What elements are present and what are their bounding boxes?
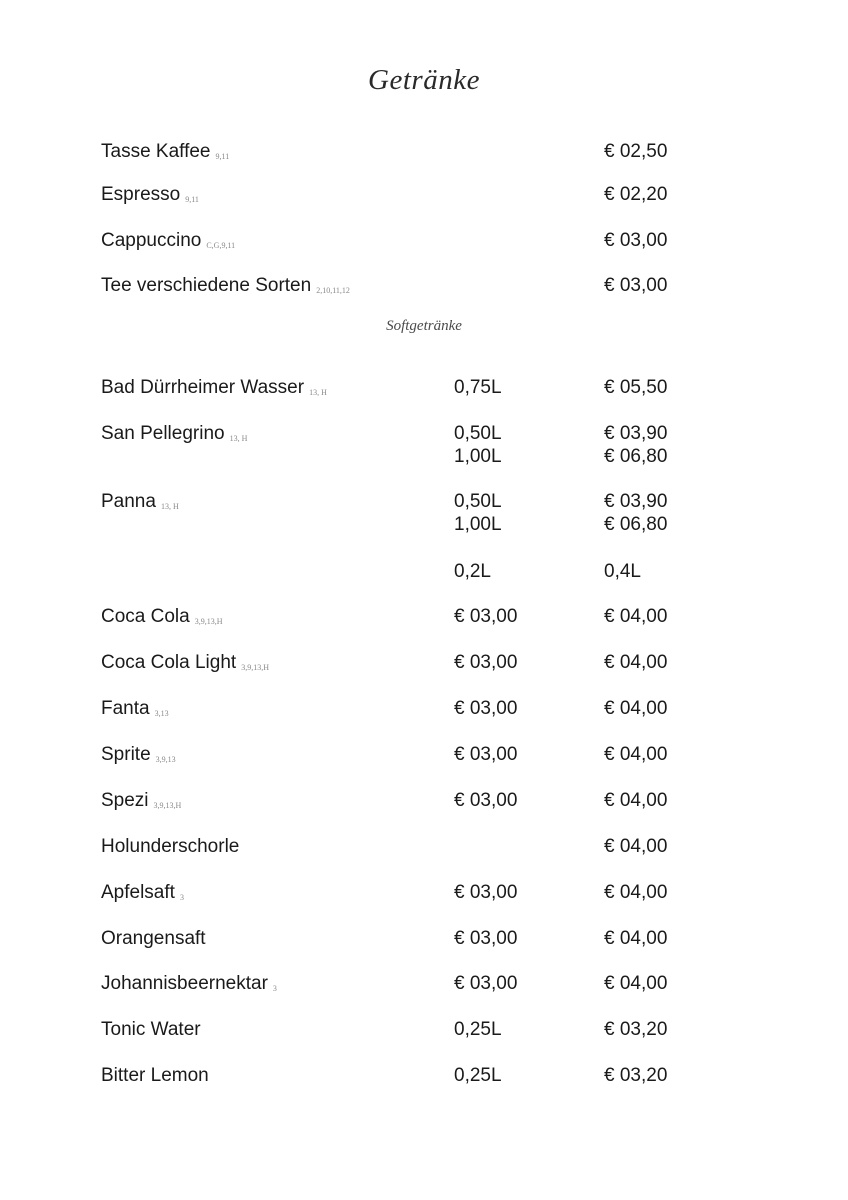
item-name: Johannisbeernektar $_3$ bbox=[101, 973, 277, 994]
item-name: Tee verschiedene Sorten $_{2,10,11,12}$ bbox=[101, 275, 350, 296]
menu-item bbox=[0, 882, 848, 906]
menu-item bbox=[0, 606, 848, 630]
allergen-codes: 13, H bbox=[160, 502, 179, 511]
item-price-large: € 04,00 bbox=[604, 973, 668, 994]
allergen-codes: 3 bbox=[272, 984, 277, 993]
menu-item bbox=[0, 790, 848, 814]
item-volume: 0,75L bbox=[454, 377, 502, 398]
size-small: 0,2L bbox=[454, 561, 491, 582]
allergen-codes: 3,13 bbox=[154, 709, 169, 718]
item-name: Spezi $_{3,9,13,H}$ bbox=[101, 790, 182, 811]
allergen-codes: 3,9,13,H bbox=[194, 617, 223, 626]
item-price: € 03,90 bbox=[604, 423, 668, 444]
item-name: Espresso $_{9,11}$ bbox=[101, 184, 199, 205]
item-name: Orangensaft bbox=[101, 928, 206, 949]
menu-item bbox=[0, 491, 848, 535]
allergen-codes: 3 bbox=[179, 893, 184, 902]
item-price: € 06,80 bbox=[604, 514, 668, 535]
allergen-codes: C,G,9,11 bbox=[206, 241, 236, 250]
item-volume: 0,50L bbox=[454, 423, 502, 444]
menu-item bbox=[0, 744, 848, 768]
item-price-small: € 03,00 bbox=[454, 790, 518, 811]
item-name: Tonic Water bbox=[101, 1019, 201, 1040]
page-title: Getränke bbox=[368, 64, 480, 96]
section-title: Softgetränke bbox=[386, 318, 462, 334]
allergen-codes: 9,11 bbox=[185, 195, 199, 204]
allergen-codes: 3,9,13 bbox=[155, 755, 176, 764]
item-price-small: € 03,00 bbox=[454, 698, 518, 719]
allergen-codes: 3,9,13,H bbox=[241, 663, 269, 672]
item-price-small: € 03,00 bbox=[454, 606, 518, 627]
item-name: San Pellegrino $_{13, H}$ bbox=[101, 423, 248, 444]
menu-item bbox=[0, 275, 848, 299]
menu-item bbox=[0, 698, 848, 722]
menu-item bbox=[0, 377, 848, 401]
menu-item bbox=[0, 652, 848, 676]
item-price: € 03,00 bbox=[604, 275, 668, 296]
item-price-small: € 03,00 bbox=[454, 652, 518, 673]
item-name: Holunderschorle bbox=[101, 836, 240, 857]
allergen-codes: 2,10,11,12 bbox=[316, 286, 350, 295]
allergen-codes: 13, H bbox=[229, 434, 248, 443]
item-price: € 03,00 bbox=[604, 230, 668, 251]
item-price-small: € 03,00 bbox=[454, 973, 518, 994]
item-price-large: € 04,00 bbox=[604, 836, 668, 857]
menu-item bbox=[0, 973, 848, 997]
item-name: Sprite $_{3,9,13}$ bbox=[101, 744, 176, 765]
allergen-codes: 9,11 bbox=[215, 152, 230, 161]
menu-item bbox=[0, 141, 848, 165]
item-volume: 1,00L bbox=[454, 514, 502, 535]
item-volume: 0,25L bbox=[454, 1019, 502, 1040]
item-price-large: € 04,00 bbox=[604, 652, 668, 673]
item-price: € 02,20 bbox=[604, 184, 668, 205]
item-price-large: € 04,00 bbox=[604, 882, 668, 903]
item-name: Fanta $_{3,13}$ bbox=[101, 698, 169, 719]
menu-item bbox=[0, 230, 848, 254]
item-price-large: € 04,00 bbox=[604, 744, 668, 765]
item-price-large: € 04,00 bbox=[604, 698, 668, 719]
size-large: 0,4L bbox=[604, 561, 641, 582]
item-name: Coca Cola Light $_{3,9,13,H}$ bbox=[101, 652, 269, 673]
item-volume: 0,50L bbox=[454, 491, 502, 512]
item-price: € 02,50 bbox=[604, 141, 668, 162]
allergen-codes: 13, H bbox=[309, 388, 327, 397]
size-header bbox=[0, 561, 848, 585]
item-price-small: € 03,00 bbox=[454, 882, 518, 903]
item-name: Coca Cola $_{3,9,13,H}$ bbox=[101, 606, 223, 627]
item-name: Tasse Kaffee $_{9,11}$ bbox=[101, 141, 230, 162]
menu-item bbox=[0, 928, 848, 952]
menu-item bbox=[0, 423, 848, 467]
item-price: € 03,20 bbox=[604, 1019, 668, 1040]
item-price: € 05,50 bbox=[604, 377, 668, 398]
item-volume: 1,00L bbox=[454, 446, 502, 467]
menu-item bbox=[0, 836, 848, 860]
item-name: Apfelsaft $_3$ bbox=[101, 882, 184, 903]
item-name: Bitter Lemon bbox=[101, 1065, 209, 1086]
item-name: Bad Dürrheimer Wasser $_{13, H}$ bbox=[101, 377, 327, 398]
item-price: € 03,90 bbox=[604, 491, 668, 512]
item-name: Cappuccino $_{C,G,9,11}$ bbox=[101, 230, 236, 251]
item-price: € 03,20 bbox=[604, 1065, 668, 1086]
item-price-small: € 03,00 bbox=[454, 928, 518, 949]
item-volume: 0,25L bbox=[454, 1065, 502, 1086]
menu-item bbox=[0, 1065, 848, 1089]
item-price: € 06,80 bbox=[604, 446, 668, 467]
menu-item bbox=[0, 1019, 848, 1043]
item-price-large: € 04,00 bbox=[604, 928, 668, 949]
item-price-large: € 04,00 bbox=[604, 790, 668, 811]
item-price-small: € 03,00 bbox=[454, 744, 518, 765]
item-name: Panna $_{13, H}$ bbox=[101, 491, 179, 512]
menu-item bbox=[0, 184, 848, 208]
item-price-large: € 04,00 bbox=[604, 606, 668, 627]
allergen-codes: 3,9,13,H bbox=[153, 801, 182, 810]
